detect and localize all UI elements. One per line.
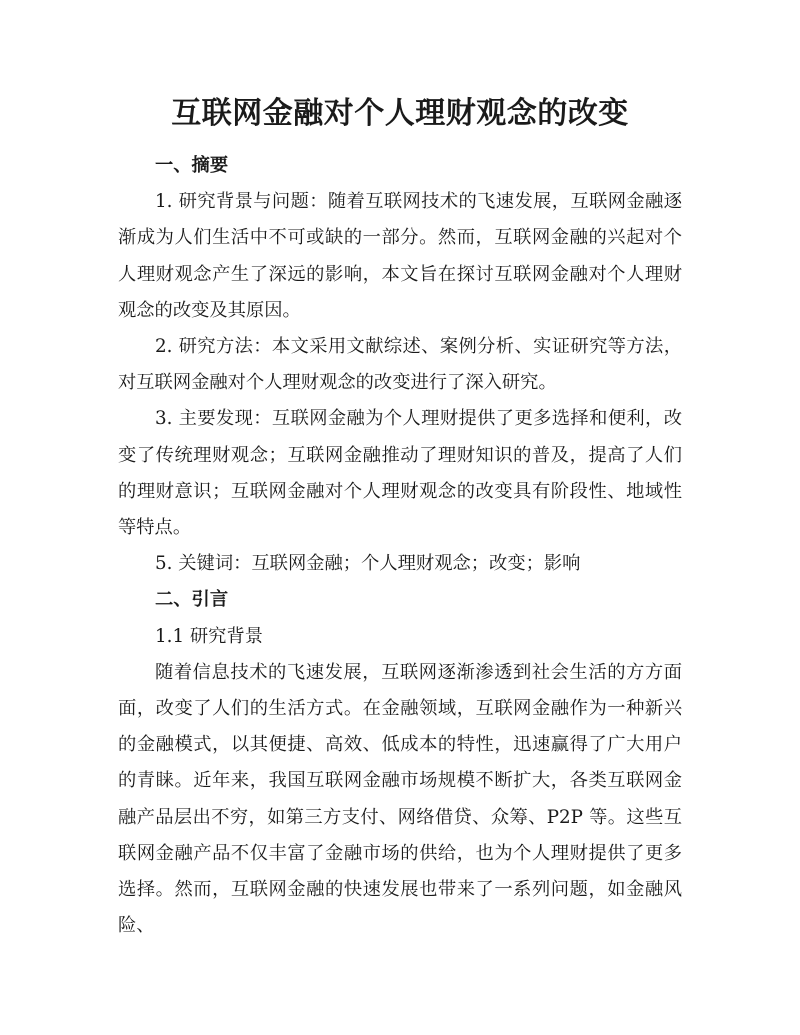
intro-subheading: 1.1 研究背景 <box>155 625 264 647</box>
intro-paragraph-1: 随着信息技术的飞速发展，互联网逐渐渗透到社会生活的方方面面，改变了人们的生活方式。在金融领域，互联网金融作为一种新兴的金融模式，以其便捷、高效、低成本的特性，迅速赢得了广大用户的青睐。近年来，我国互联网金融市场规模不断扩大，各类互联网金融产品层出不穷，如第三方支付、网络借贷、众筹、P2P 等。这些互联网金融产品不仅丰富了金融市场的供给，也为个人理财提供了更多选择。然而，互联网金融的快速发展也带来了一系列问题，如金融风险、 <box>118 661 682 937</box>
abstract-paragraph-3: 3. 主要发现：互联网金融为个人理财提供了更多选择和便利，改变了传统理财观念；互联网金融推动了理财知识的普及，提高了人们的理财意识；互联网金融对个人理财观念的改变具有阶段性、地域性等特点。 <box>118 408 682 539</box>
abstract-paragraph-1: 1. 研究背景与问题：随着互联网技术的飞速发展，互联网金融逐渐成为人们生活中不可或缺的一部分。然而，互联网金融的兴起对个人理财观念产生了深远的影响，本文旨在探讨互联网金融对个人理财观念的改变及其原因。 <box>118 191 682 321</box>
abstract-heading: 一、摘要 <box>155 155 229 176</box>
abstract-paragraph-2: 2. 研究方法：本文采用文献综述、案例分析、实证研究等方法，对互联网金融对个人理财观念的改变进行了深入研究。 <box>118 336 682 394</box>
intro-heading: 二、引言 <box>155 589 229 611</box>
document-title: 互联网金融对个人理财观念的改变 <box>171 96 629 131</box>
abstract-keywords: 5. 关键词：互联网金融；个人理财观念；改变；影响 <box>155 553 581 575</box>
document-body <box>118 148 682 944</box>
